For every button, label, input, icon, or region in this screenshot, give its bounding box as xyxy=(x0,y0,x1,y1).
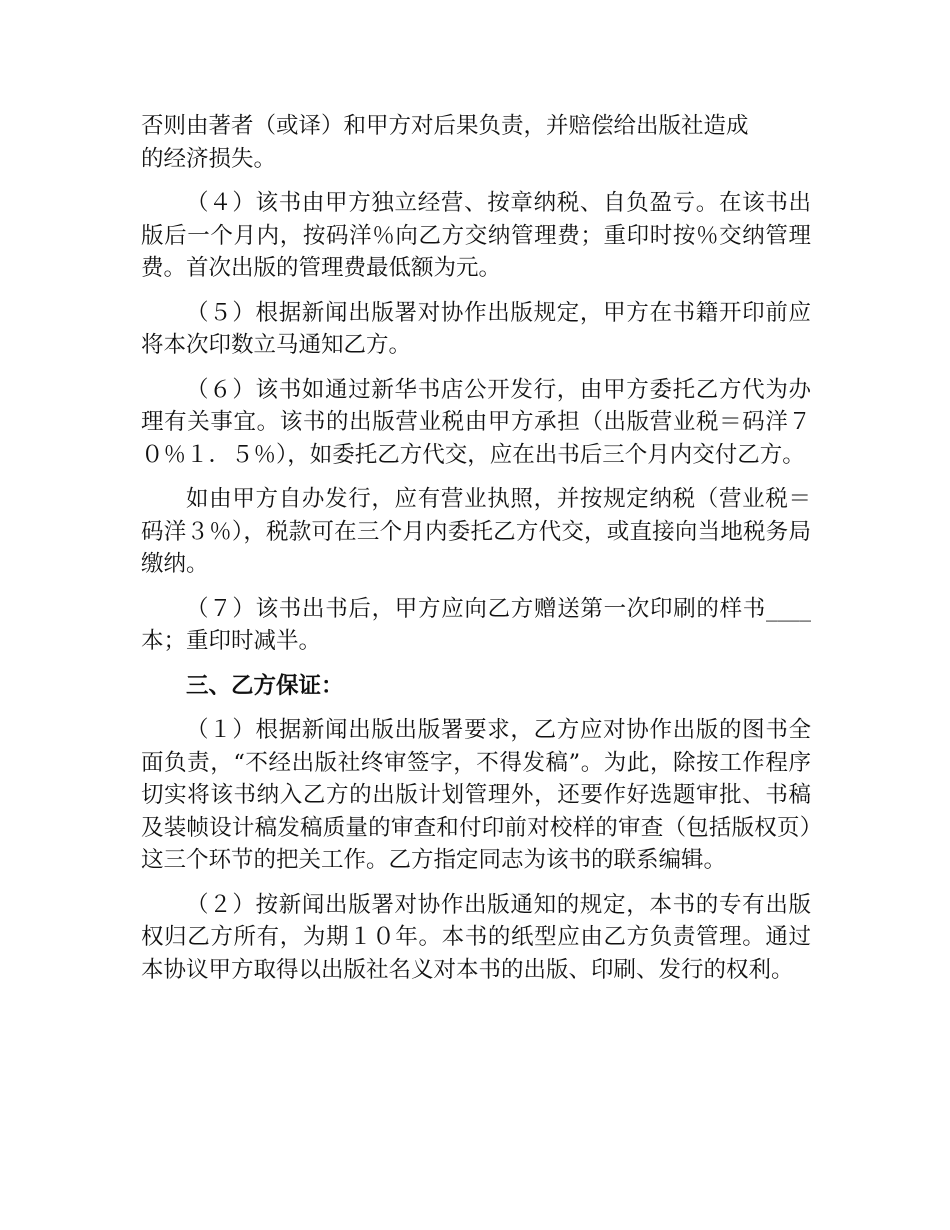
text-line: 否则由著者（或译）和甲方对后果负责，并赔偿给出版社造成 xyxy=(141,113,749,139)
paragraph-item-6 xyxy=(141,374,811,472)
paragraph-party-b-item-2 xyxy=(141,889,811,987)
text-line: 为办理有关事宜。该书的出版营业税由甲方承担（出版营业税 xyxy=(141,376,811,435)
paragraph-item-7 xyxy=(141,593,811,658)
text-line: 发行的权利。 xyxy=(658,956,794,983)
paragraph-continuation xyxy=(141,110,811,175)
text-line: 书出版后一个月内，按码洋％向乙方交纳管理费；重印时按％ xyxy=(141,190,811,249)
text-line: ＝码洋７０％１．５％），如委托乙方代交，应在出书后三个 xyxy=(141,409,811,468)
text-line: 前应将本次印数立马通知乙方。 xyxy=(141,299,811,358)
text-line: ____本；重印时减半。 xyxy=(141,595,811,654)
text-line: 当地税务局缴纳。 xyxy=(141,518,811,577)
text-line: （２）按新闻出版署对协作出版通知的规定，本书的专有 xyxy=(186,891,766,918)
text-line: 书全面负责，“不经出版社终审签字，不得发稿”。为此，除 xyxy=(141,717,811,776)
text-line: 月内交付乙方。 xyxy=(647,441,805,468)
paragraph-party-b-item-1 xyxy=(141,714,811,877)
text-line: （４）该书由甲方独立经营、按章纳税、自负盈亏。在该 xyxy=(186,190,766,216)
text-line: 选题审批、书稿及装帧设计稿发稿质量的审查和付印前对校样 xyxy=(141,782,811,841)
text-line: （７）该书出书后，甲方应向乙方赠送第一次印刷的样书 xyxy=(186,595,766,622)
text-line: 税＝码洋３％），税款可在三个月内委托乙方代交，或直接向 xyxy=(141,486,811,545)
text-line: （６）该书如通过新华书店公开发行，由甲方委托乙方代 xyxy=(186,376,766,403)
paragraph-item-4 xyxy=(141,187,811,285)
text-line: 如由甲方自办发行，应有营业执照，并按规定纳税（营业 xyxy=(186,486,766,512)
paragraph-item-5 xyxy=(141,297,811,362)
text-line: 为该书的联系编辑。 xyxy=(523,847,727,873)
text-line: （１）根据新闻出版出版署要求，乙方应对协作出版的图 xyxy=(186,717,766,743)
text-line: 理。通过本协议甲方取得以出版社名义对本书的出版、印刷、 xyxy=(141,924,811,983)
text-line: （５）根据新闻出版署对协作出版规定，甲方在书籍开印 xyxy=(186,299,766,326)
paragraph-self-distribution xyxy=(141,483,811,581)
text-line: 交纳管理费。首次出版的管理费最低额为元。 xyxy=(141,222,811,281)
text-line: 按工作程序切实将该书纳入乙方的出版计划管理外，还要作好 xyxy=(141,749,811,808)
text-line: 的经济损失。 xyxy=(141,145,277,172)
document-body xyxy=(141,110,811,998)
text-line: 的审查（包括版权页）这三个环节的把关工作。乙方指定同志 xyxy=(141,814,811,873)
text-line: 出版权归乙方所有，为期１０年。本书的纸型应由乙方负责管 xyxy=(141,891,811,950)
section-heading: 三、乙方保证： xyxy=(186,672,344,699)
